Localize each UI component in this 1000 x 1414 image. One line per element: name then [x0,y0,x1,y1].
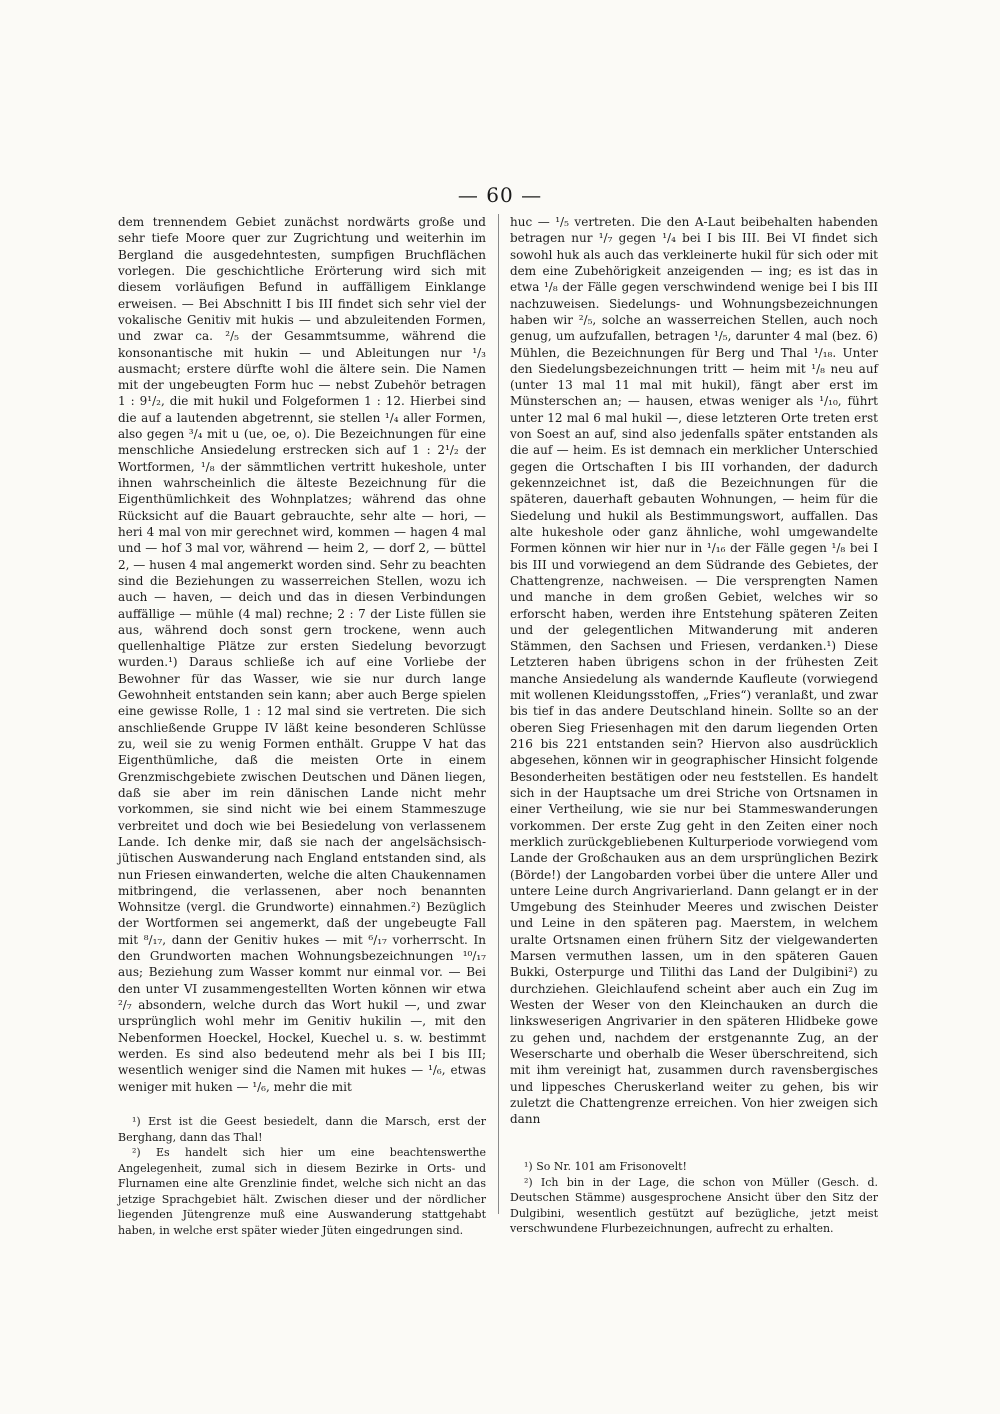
left-column [118,214,486,1237]
left-footnote-2: ²) Es handelt sich hier um eine beachtenswerthe Angelegenheit, zumal sich in diesem Bezirke in Orts- und Flurnamen eine alte Grenzlinie findet, welche sich nicht an das jetzige Sprachgebiet hält. Zwischen dieser und der nördlicher liegenden Jütengrenze muß eine Auswanderung stattgehabt haben, in welche erst später wieder Jüten eingedrungen sind. [118,1146,486,1237]
right-footnote-2: ²) Ich bin in der Lage, die schon von Müller (Gesch. d. Deutschen Stämme) ausgesprochene Ansicht über den Sitz der Dulgibini, wesentlich gestützt auf bezügliche, jetzt meist verschwundene Flurbezeichnungen, aufrecht zu erhalten. [510,1175,878,1235]
page-number: — 60 — [457,183,543,207]
right-footnote-1: ¹) So Nr. 101 am Frisonovelt! [524,1160,687,1173]
right-footnotes [510,1159,878,1237]
left-footnotes [118,1114,486,1238]
column-divider [498,214,499,1214]
left-column-body: dem trennendem Gebiet zunächst nordwärts große und sehr tiefe Moore quer zur Zugrichtung und weiterhin im Bergland die ausgedehntesten, sumpfigen Bruchflächen vorlegen. Die geschichtliche Erörterung wird sich mit diesem vorläufigen Befund in auffälligem Einklange erweisen. — Bei Abschnitt I bis III findet sich sehr viel der vokalische Genitiv mit hukis — und abzuleitenden Formen, und zwar ca. ²/₅ der Gesammtsumme, während die konsonantische mit hukin — und Ableitungen nur ¹/₃ ausmacht; erstere dürfte wohl die ältere sein. Die Namen mit der ungebeugten Form huc — nebst Zubehör betragen 1 : 9¹/₂, die mit hukil und Folgeformen 1 : 12. Hierbei sind die auf a lautenden abgetrennt, sie stellen ¹/₄ aller Formen, also gegen ³/₄ mit u (ue, oe, o). Die Bezeichnungen für eine menschliche Ansiedelung erstrecken sich auf 1 : 2¹/₂ der Wortformen, ¹/₈ der sämmtlichen vertritt hukeshole, unter ihnen wahrscheinlich die älteste Bezeichnung für die Eigenthümlichkeit des Wohnplatzes; während das ohne Rücksicht auf die Bauart gebrauchte, sehr alte — hori, — heri 4 mal von mir gerechnet wird, kommen — hagen 4 mal und — hof 3 mal vor, während — heim 2, — dorf 2, — büttel 2, — husen 4 mal angemerkt worden sind. Sehr zu beachten sind die Beziehungen zu wasserreichen Stellen, wozu ich auch — haven, — deich und das in diesen Verbindungen auffällige — mühle (4 mal) rechne; 2 : 7 der Liste füllen sie aus, während doch sonst gern trockene, wenn auch quellenhaltige Plätze zur ersten Siedelung bevorzugt wurden.¹) Daraus schließe ich auf eine Vorliebe der Bewohner für das Wasser, wie sie nur durch lange Gewohnheit entstanden sein kann; aber auch Berge spielen eine gewisse Rolle, 1 : 12 mal sind sie vertreten. Die sich anschließende Gruppe IV läßt keine besonderen Schlüsse zu, weil sie zu wenig Formen enthält. Gruppe V hat das Eigenthümliche, daß die meisten Orte in einem Grenzmischgebiete zwischen Deutschen und Dänen liegen, daß sie aber im rein dänischen Lande nicht mehr vorkommen, sie sind nicht wie bei einem Stammeszuge verbreitet und doch wie bei Besiedelung von verlassenem Lande. Ich denke mir, daß sie nach der angelsächsisch-jütischen Auswanderung nach England entstanden sind, als nun Friesen einwanderten, welche die alten Chaukennamen mitbringend, die verlassenen, aber noch benannten Wohnsitze (vergl. die Grundworte) einnahmen.²) Bezüglich der Wortformen sei angemerkt, daß der ungebeugte Fall mit ⁸/₁₇, dann der Genitiv hukes — mit ⁶/₁₇ vorherrscht. In den Grundworten machen Wohnungsbezeichnungen ¹⁰/₁₇ aus; Beziehung zum Wasser kommt nur einmal vor. — Bei den unter VI zusammengestellten Worten können wir etwa ²/₇ absondern, welche durch das Wort hukil —, und zwar ursprünglich wohl mehr im Genitiv hukilin —, mit den Nebenformen Hoeckel, Hockel, Kuechel u. s. w. bestimmt werden. Es sind also bedeutend mehr als bei I bis III; wesentlich weniger sind die Namen mit hukes — ¹/₆, etwas weniger mit huken — ¹/₆, mehr die mit [118,215,486,1094]
right-column-body: huc — ¹/₅ vertreten. Die den A-Laut beibehalten habenden betragen nur ¹/₇ gegen ¹/₄ bei I bis III. Bei VI findet sich sowohl huk als auch das verkleinerte hukil für sich oder mit dem eine Zubehörigkeit anzeigenden — ing; es ist das in etwa ¹/₈ der Fälle gegen verschwindend wenige bei I bis III nachzuweisen. Siedelungs- und Wohnungsbezeichnungen haben wir ²/₅, solche an wasserreichen Stellen, auch noch genug, um aufzufallen, betragen ¹/₅, darunter 4 mal (bez. 6) Mühlen, die Bezeichnungen für Berg und Thal ¹/₁₈. Unter den Siedelungsbezeichnungen tritt — heim mit ¹/₈ neu auf (unter 13 mal 11 mal mit hukil), fängt aber erst im Münsterschen an; — hausen, etwas weniger als ¹/₁₀, führt unter 12 mal 6 mal hukil —, diese letzteren Orte treten erst von Soest an auf, sind also jedenfalls später entstanden als die auf — heim. Es ist demnach ein merklicher Unterschied gegen die Ortschaften I bis III vorhanden, der dadurch gekennzeichnet ist, daß die Bezeichnungen für die späteren, dauerhaft gebauten Wohnungen, — heim für die Siedelung und hukil als Bestimmungswort, auffallen. Das alte hukeshole oder ganz ähnliche, wohl umgewandelte Formen können wir hier nur in ¹/₁₆ der Fälle gegen ¹/₈ bei I bis III und vorwiegend an dem Südrande des Gebietes, der Chattengrenze, nachweisen. — Die versprengten Namen und manche in dem großen Gebiet, welches wir so erforscht haben, werden ihre Entstehung späteren Zeiten und der gelegentlichen Mitwanderung mit anderen Stämmen, den Sachsen und Friesen, verdanken.¹) Diese Letzteren haben übrigens schon in der frühesten Zeit manche Ansiedelung als wandernde Kaufleute (vorwiegend mit wollenen Kleidungsstoffen, „Fries“) veranlaßt, und zwar bis tief in das andere Deutschland hinein. Sollte so an der oberen Sieg Friesenhagen mit den darum liegenden Orten 216 bis 221 entstanden sein? Hiervon also ausdrücklich abgesehen, können wir in geographischer Hinsicht folgende Besonderheiten bestätigen oder neu feststellen. Es handelt sich in der Hauptsache um drei Striche von Ortsnamen in einer Vertheilung, wie sie nur bei Stammeswanderungen vorkommen. Der erste Zug geht in den Zeiten einer noch merklich zurückgebliebenen Kulturperiode vorwiegend vom Lande der Großchauken aus an dem ursprünglichen Bezirk (Börde!) der Langobarden vorbei über die untere Aller und untere Leine durch Angrivarierland. Dann gelangt er in der Umgebung des Steinhuder Meeres und zwischen Deister und Leine in den späteren pag. Maerstem, in welchem uralte Ortsnamen einen frühern Sitz der vielgewanderten Marsen vermuthen lassen, um in den späteren Gauen Bukki, Osterpurge und Tilithi das Land der Dulgibini²) zu durchziehen. Gleichlaufend scheint aber auch ein Zug im Westen der Weser von den Kleinchauken an durch die linksweserigen Angrivarier in den späteren Hlidbeke gowe zu gehen und, nachdem der erstgenannte Zug, an der Weserscharte und oberhalb die Weser überschreitend, sich mit ihm vereinigt hat, zusammen durch ravensbergisches und lippesches Cheruskerland weiter zu gehen, bis wir zuletzt die Chattengrenze erreichen. Von hier zweigen sich dann [510,215,878,1127]
left-footnote-1: ¹) Erst ist die Geest besiedelt, dann die Marsch, erst der Berghang, dann das Thal! [118,1115,486,1144]
right-column [510,214,878,1235]
